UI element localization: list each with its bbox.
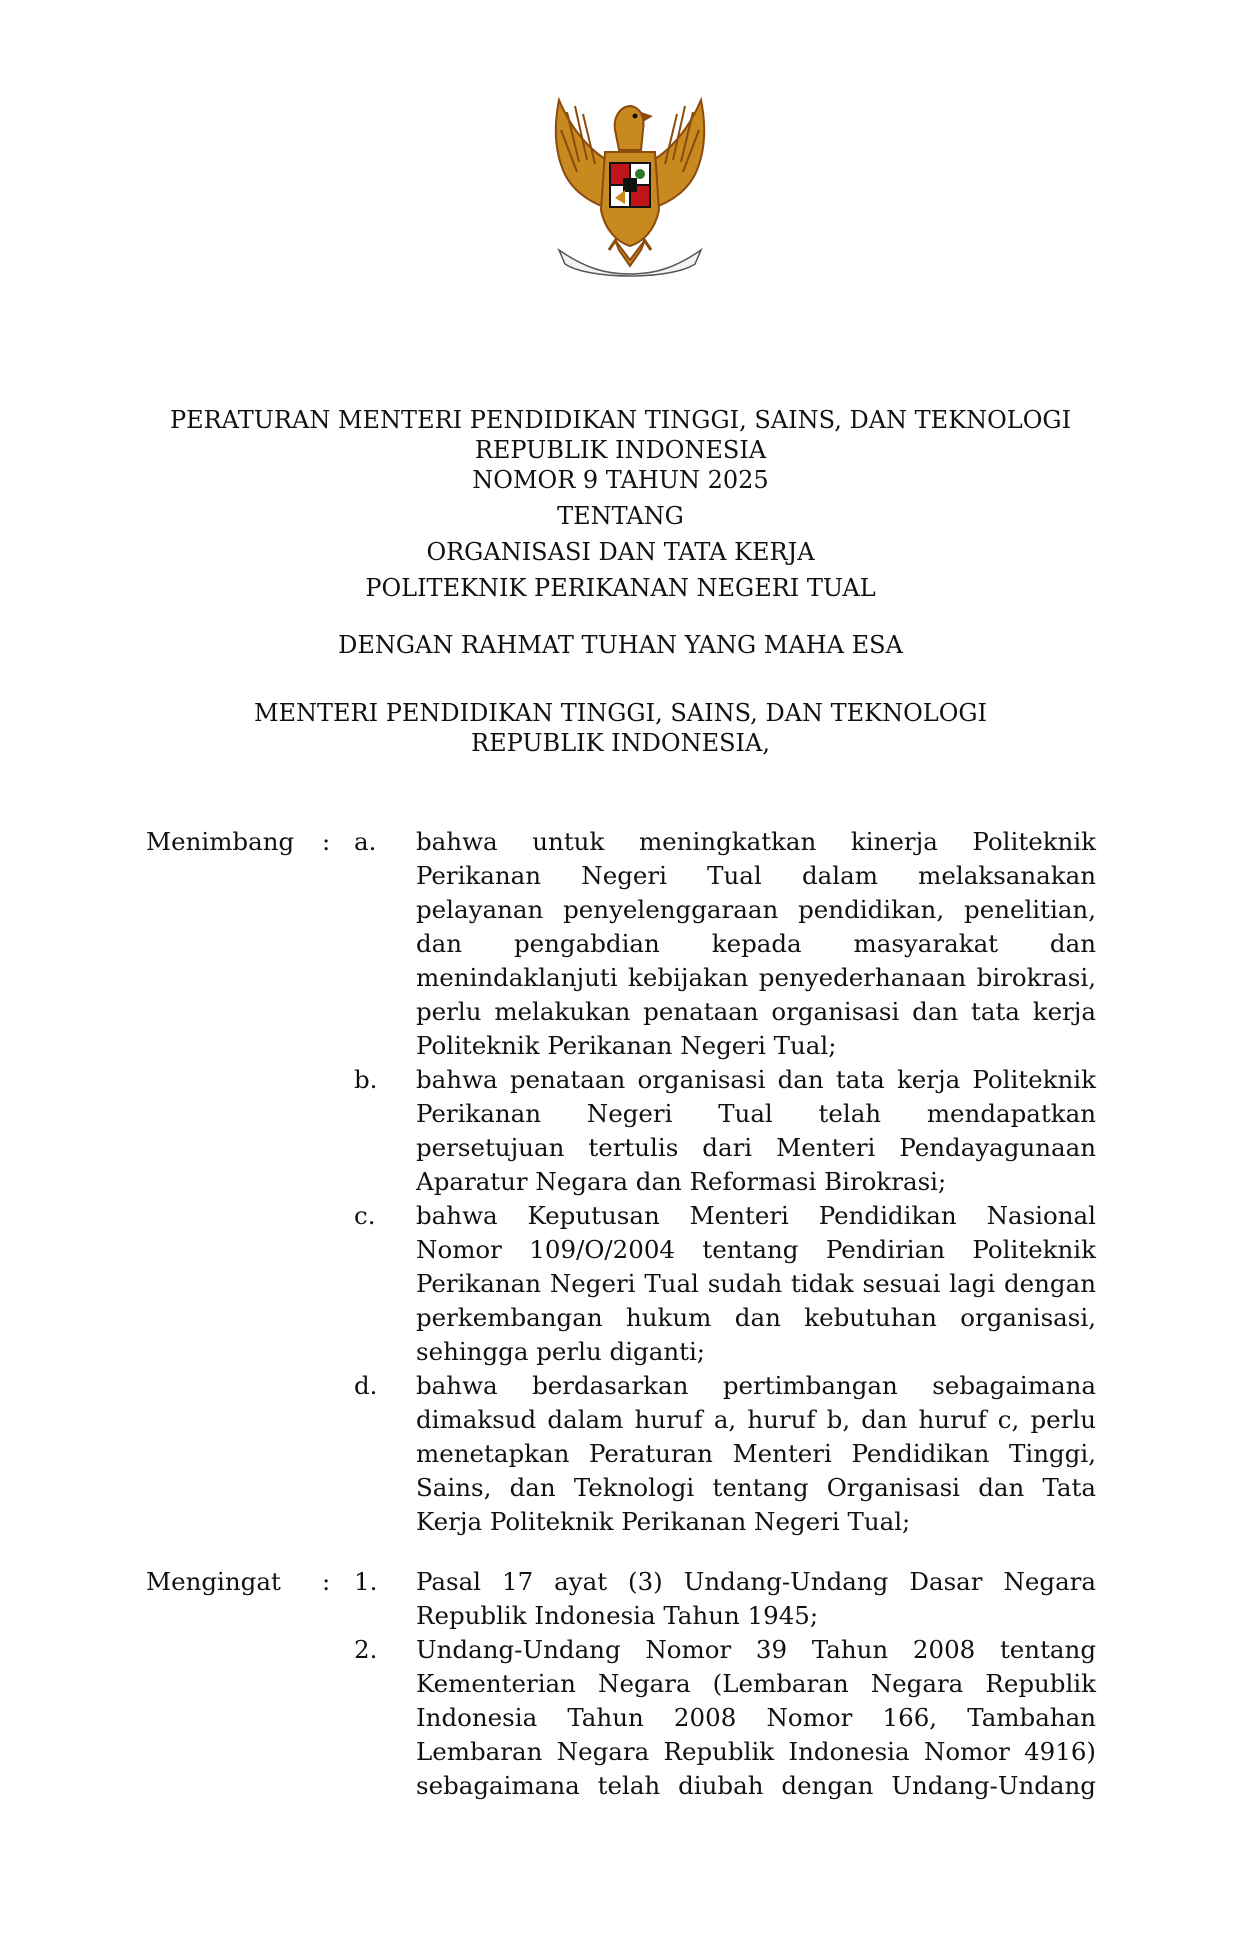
title-line-3: NOMOR 9 TAHUN 2025 <box>472 466 769 494</box>
item-text: Undang-Undang Nomor 39 Tahun 2008 tentang Kementerian Negara (Lembaran Negara Republik Indonesia Tahun 2008 Nomor 166, Tambahan Lembaran Negara Republik Indonesia Nomor 4916) sebagaimana telah diubah dengan Undang-Undang <box>416 1635 1096 1800</box>
minister-heading <box>0 698 1241 758</box>
remembering-colon: : <box>322 1567 331 1596</box>
title-line-4: TENTANG <box>557 502 684 530</box>
item-marker: d. <box>354 1371 378 1400</box>
minister-line-2: REPUBLIK INDONESIA, <box>471 729 770 757</box>
considering-label: Menimbang <box>146 827 295 856</box>
considering-colon: : <box>322 827 331 856</box>
item-text: bahwa berdasarkan pertimbangan sebagaimana dimaksud dalam huruf a, huruf b, dan huruf c, perlu menetapkan Peraturan Menteri Pendidikan Tinggi, Sains, dan Teknologi tentang Organisasi dan Tata Kerja Politeknik Perikanan Negeri Tual; <box>416 1371 1096 1536</box>
item-marker: 1. <box>354 1567 378 1596</box>
item-marker: 2. <box>354 1635 378 1664</box>
considering-item-c <box>354 1199 1096 1369</box>
item-marker: c. <box>354 1201 376 1230</box>
title-line-2: REPUBLIK INDONESIA <box>474 436 767 464</box>
title-line-1: PERATURAN MENTERI PENDIDIKAN TINGGI, SAINS, DAN TEKNOLOGI <box>169 406 1072 434</box>
item-marker: a. <box>354 827 377 856</box>
remembering-item-2 <box>354 1633 1096 1803</box>
considering-item-a <box>354 825 1096 1063</box>
considering-item-b <box>354 1063 1096 1199</box>
regulation-title <box>0 405 1241 603</box>
remembering-list <box>354 1565 1096 1803</box>
remembering-item-1 <box>354 1565 1096 1633</box>
considering-item-d <box>354 1369 1096 1539</box>
item-text: bahwa Keputusan Menteri Pendidikan Nasional Nomor 109/O/2004 tentang Pendirian Politeknik Perikanan Negeri Tual sudah tidak sesuai lagi dengan perkembangan hukum dan kebutuhan organisasi, sehingga perlu diganti; <box>416 1201 1096 1366</box>
item-text: Pasal 17 ayat (3) Undang-Undang Dasar Negara Republik Indonesia Tahun 1945; <box>416 1567 1096 1630</box>
item-text: bahwa penataan organisasi dan tata kerja Politeknik Perikanan Negeri Tual telah mendapatkan persetujuan tertulis dari Menteri Pendayagunaan Aparatur Negara dan Reformasi Birokrasi; <box>416 1065 1096 1196</box>
invocation-text: DENGAN RAHMAT TUHAN YANG MAHA ESA <box>338 631 903 659</box>
minister-line-1: MENTERI PENDIDIKAN TINGGI, SAINS, DAN TEKNOLOGI <box>253 699 988 727</box>
considering-list <box>354 825 1096 1539</box>
item-marker: b. <box>354 1065 378 1094</box>
title-line-6: POLITEKNIK PERIKANAN NEGERI TUAL <box>365 574 876 602</box>
invocation <box>0 630 1241 660</box>
garuda-emblem-icon <box>545 90 715 280</box>
title-line-5: ORGANISASI DAN TATA KERJA <box>426 538 815 566</box>
item-text: bahwa untuk meningkatkan kinerja Politeknik Perikanan Negeri Tual dalam melaksanakan pelayanan penyelenggaraan pendidikan, penelitian, dan pengabdian kepada masyarakat dan menindaklanjuti kebijakan penyederhanaan birokrasi, perlu melakukan penataan organisasi dan tata kerja Politeknik Perikanan Negeri Tual; <box>416 827 1096 1060</box>
remembering-label: Mengingat <box>146 1567 281 1596</box>
